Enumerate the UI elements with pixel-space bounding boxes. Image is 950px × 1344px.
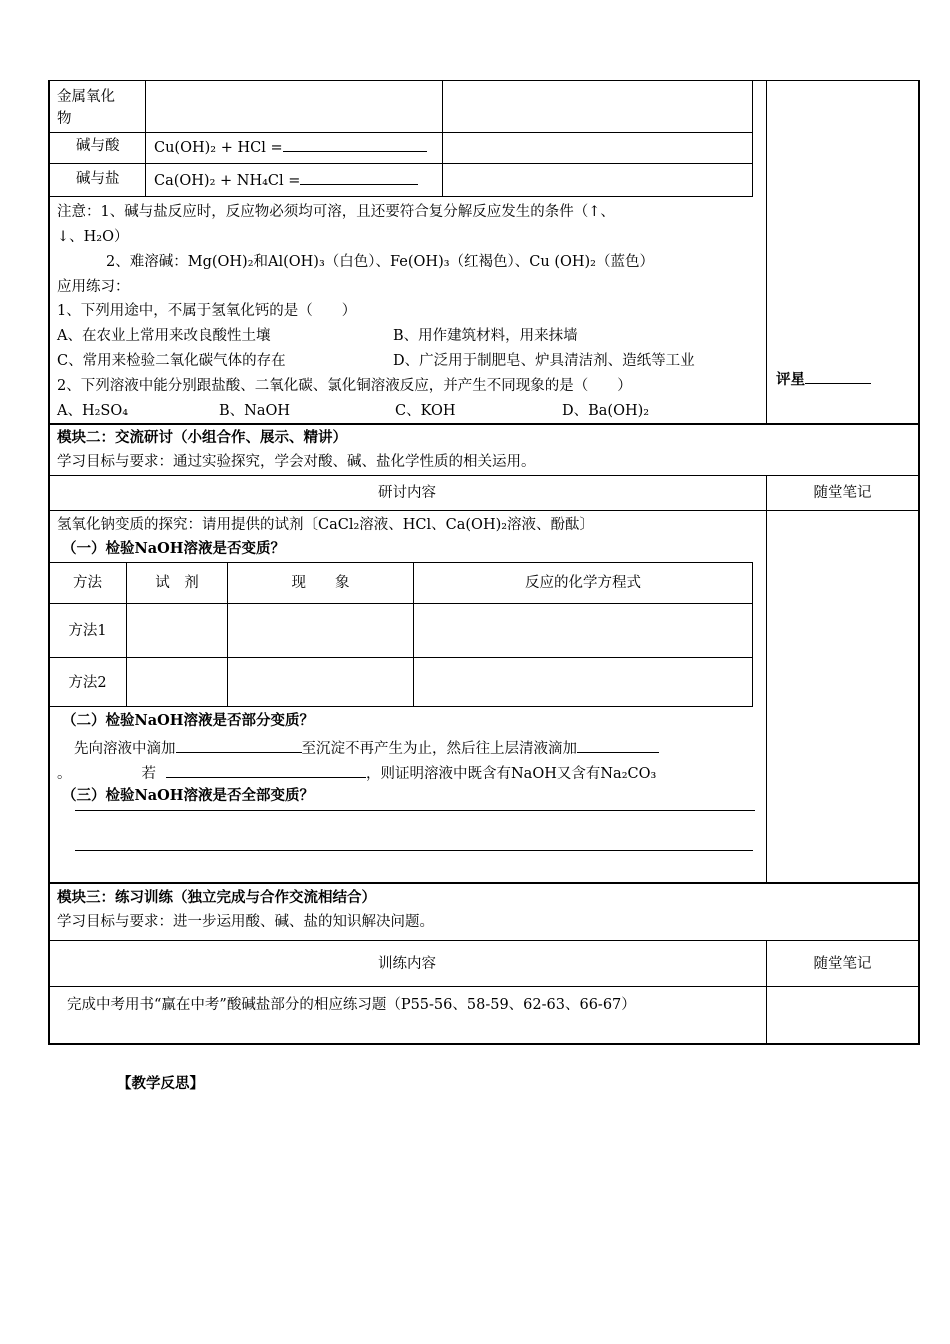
module2-title: 模块二：交流研讨（小组合作、展示、精讲） xyxy=(57,429,347,446)
q2-option-a: A、H₂SO₄ xyxy=(57,403,129,419)
header-method: 方法 xyxy=(73,575,102,591)
header-reagent: 试 剂 xyxy=(155,575,199,591)
module2-goal: 学习目标与要求：通过实验探究，学会对酸、碱、盐化学性质的相关运用。 xyxy=(57,454,536,470)
q2-option-c: C、KOH xyxy=(395,403,456,419)
subsection-2-line2: 。 若 ，则证明溶液中既含有NaOH又含有Na₂CO₃ xyxy=(57,763,656,783)
module2-col-notes: 随堂笔记 xyxy=(813,485,872,501)
subsection-2-line1: 先向溶液中滴加 至沉淀不再产生为止，然后往上层清液滴加 xyxy=(74,738,659,758)
module3-title: 模块三：练习训练（独立完成与合作交流相结合） xyxy=(57,889,376,906)
row1-label: 金属氧化 物 xyxy=(57,89,115,127)
method-2-label: 方法2 xyxy=(68,675,107,691)
row3-equation: Ca(OH)₂ + NH₄Cl = xyxy=(154,170,418,190)
module3-col-content: 训练内容 xyxy=(378,956,436,972)
module3-task: 完成中考用书“赢在中考”酸碱盐部分的相应练习题（P55-56、58-59、62-63、66-67） xyxy=(67,997,636,1013)
rating-blank[interactable] xyxy=(805,369,871,384)
answer-blank[interactable] xyxy=(283,137,427,152)
module3-col-notes: 随堂笔记 xyxy=(813,956,872,972)
note-2: 2、难溶碱：Mg(OH)₂和Al(OH)₃（白色）、Fe(OH)₃（红褐色）、Cu (OH)₂（蓝色） xyxy=(106,254,654,270)
q1-option-b: B、用作建筑材料，用来抹墙 xyxy=(393,328,578,344)
practice-title: 应用练习： xyxy=(57,279,130,295)
subsection-3: （三）检验NaOH溶液是否全部变质？ xyxy=(62,787,314,804)
header-phenomenon: 现 象 xyxy=(291,575,350,591)
answer-blank[interactable] xyxy=(300,170,418,185)
answer-line[interactable] xyxy=(75,850,753,851)
subsection-1: （一）检验NaOH溶液是否变质？ xyxy=(62,540,285,557)
answer-line[interactable] xyxy=(75,810,755,811)
answer-blank[interactable] xyxy=(176,738,302,753)
method-1-label: 方法1 xyxy=(68,623,107,639)
note-1: 注意：1、碱与盐反应时，反应物必须均可溶，且还要符合复分解反应发生的条件（↑、 xyxy=(57,204,615,220)
q1-option-d: D、广泛用于制肥皂、炉具清洁剂、造纸等工业 xyxy=(393,353,695,369)
q1-option-a: A、在农业上常用来改良酸性土壤 xyxy=(57,328,271,344)
answer-blank[interactable] xyxy=(577,738,659,753)
subsection-2: （二）检验NaOH溶液是否部分变质？ xyxy=(62,712,314,729)
note-1-cont: ↓、H₂O） xyxy=(57,229,129,245)
row2-label: 碱与酸 xyxy=(76,138,120,154)
answer-blank[interactable] xyxy=(166,763,366,778)
q2-option-b: B、NaOH xyxy=(219,403,291,419)
module2-col-content: 研讨内容 xyxy=(378,485,436,501)
question-2: 2、下列溶液中能分别跟盐酸、二氧化碳、氯化铜溶液反应，并产生不同现象的是（ ） xyxy=(57,378,632,394)
row3-label: 碱与盐 xyxy=(76,171,120,187)
row2-equation: Cu(OH)₂ + HCl = xyxy=(154,137,427,157)
header-equation: 反应的化学方程式 xyxy=(525,575,641,591)
question-1: 1、下列用途中，不属于氢氧化钙的是（ ） xyxy=(57,303,357,319)
q2-option-d: D、Ba(OH)₂ xyxy=(562,403,650,419)
teaching-reflection: 【教学反思】 xyxy=(117,1075,204,1092)
module3-goal: 学习目标与要求：进一步运用酸、碱、盐的知识解决问题。 xyxy=(57,914,434,930)
module2-intro: 氢氧化钠变质的探究：请用提供的试剂〔CaCl₂溶液、HCl、Ca(OH)₂溶液、酚酞〕 xyxy=(57,517,595,533)
rating-label: 评星 xyxy=(776,369,871,389)
q1-option-c: C、常用来检验二氧化碳气体的存在 xyxy=(57,353,286,369)
